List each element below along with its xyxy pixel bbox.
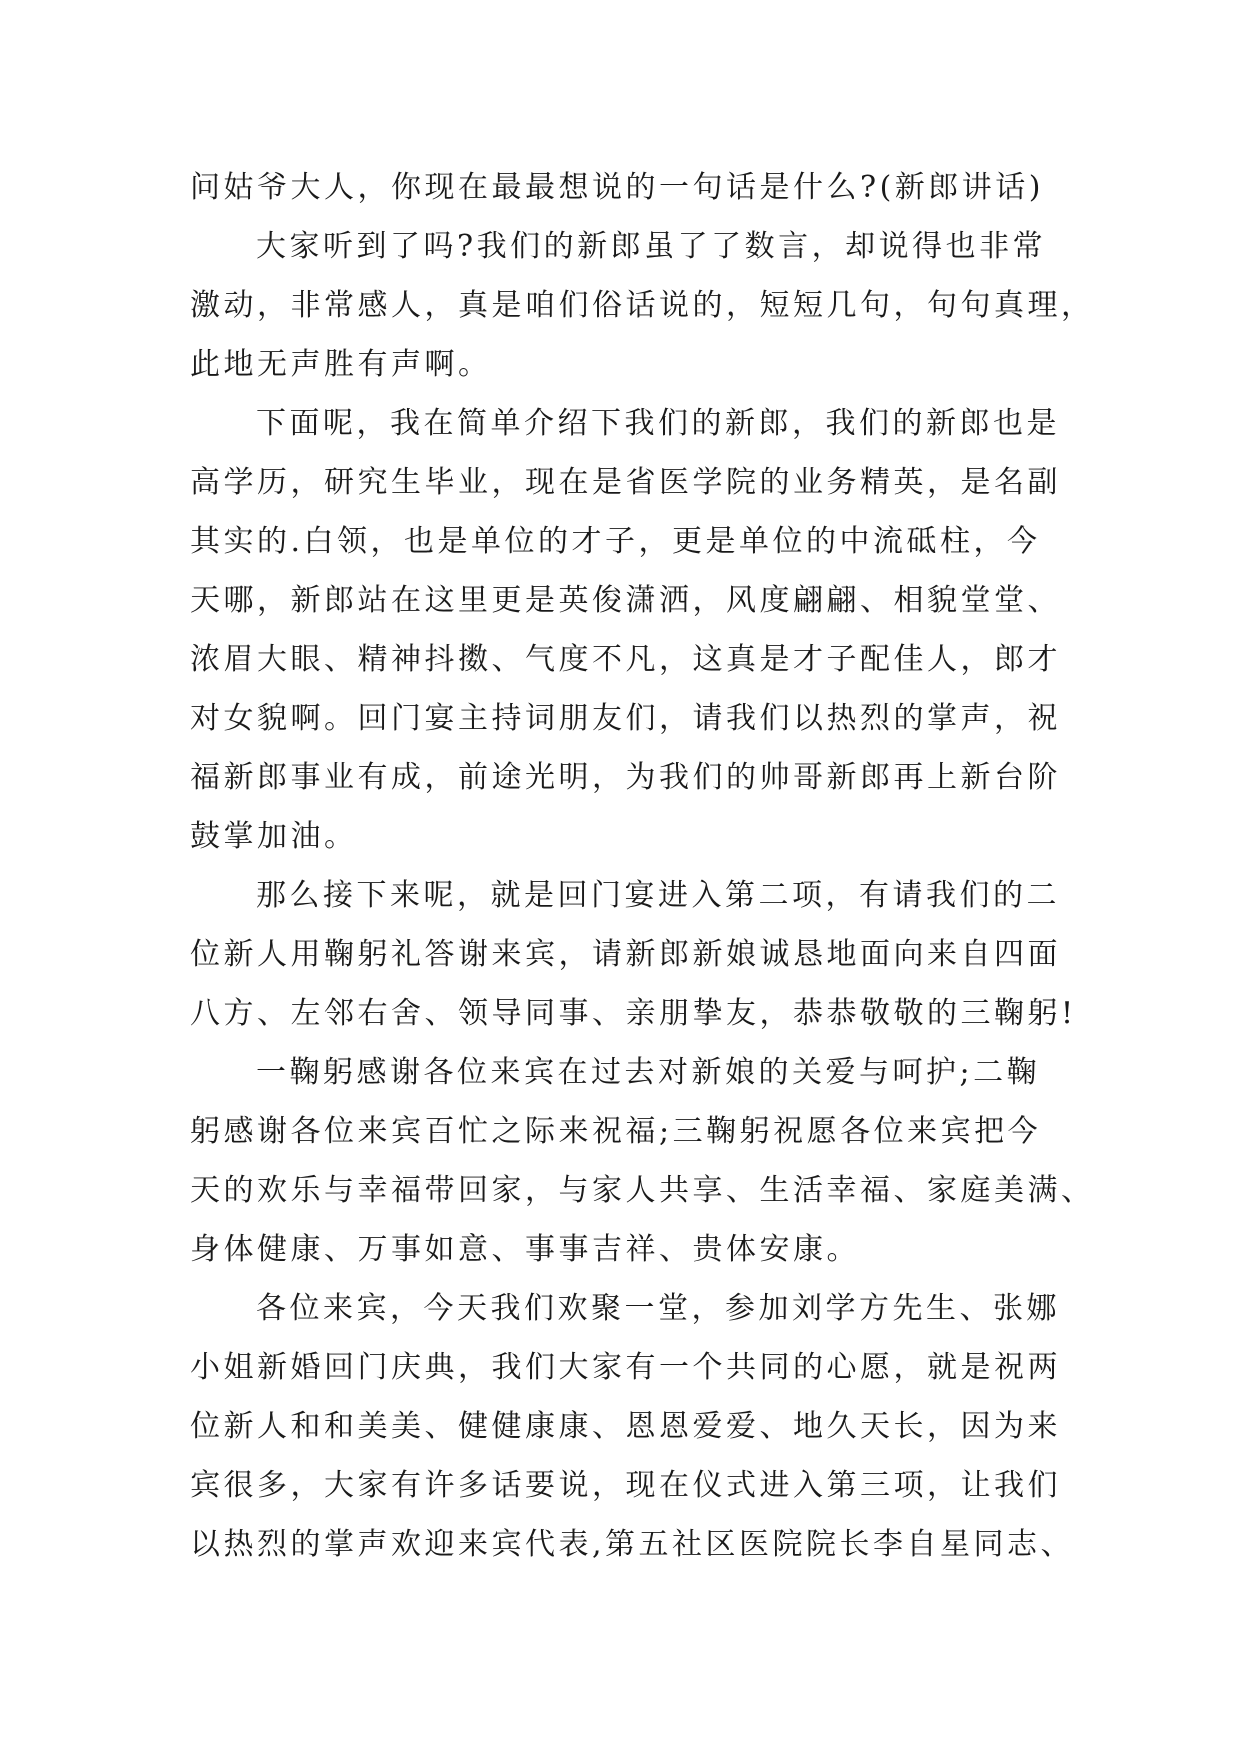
text-line: 宾很多，大家有许多话要说，现在仪式进入第三项，让我们: [190, 1468, 1061, 1503]
text-line: 对女貌啊。回门宴主持词朋友们，请我们以热烈的掌声，祝: [190, 701, 1061, 736]
text-line: 躬感谢各位来宾百忙之际来祝福;三鞠躬祝愿各位来宾把今: [190, 1114, 1042, 1149]
text-line: 天哪，新郎站在这里更是英俊潇洒，风度翩翩、相貌堂堂、: [190, 583, 1061, 618]
text-line: 那么接下来呢，就是回门宴进入第二项，有请我们的二: [256, 878, 1060, 913]
text-line: 各位来宾，今天我们欢聚一堂，参加刘学方先生、张娜: [256, 1291, 1060, 1326]
text-line: 一鞠躬感谢各位来宾在过去对新娘的关爱与呵护;二鞠: [256, 1055, 1041, 1090]
text-line: 身体健康、万事如意、事事吉祥、贵体安康。: [190, 1232, 860, 1267]
text-line: 八方、左邻右舍、领导同事、亲朋挚友，恭恭敬敬的三鞠躬!: [190, 996, 1077, 1031]
document-body: [190, 158, 1095, 1574]
text-line: 高学历，研究生毕业，现在是省医学院的业务精英，是名副: [190, 465, 1061, 500]
text-line: 鼓掌加油。: [190, 819, 358, 854]
text-line: 小姐新婚回门庆典，我们大家有一个共同的心愿，就是祝两: [190, 1350, 1061, 1385]
text-line: 其实的.白领，也是单位的才子，更是单位的中流砥柱，今: [190, 524, 1041, 559]
text-line: 下面呢，我在简单介绍下我们的新郎，我们的新郎也是: [256, 406, 1060, 441]
text-line: 福新郎事业有成，前途光明，为我们的帅哥新郎再上新台阶: [190, 760, 1061, 795]
text-line: 激动，非常感人，真是咱们俗话说的，短短几句，句句真理，: [190, 288, 1095, 323]
text-line: 问姑爷大人，你现在最最想说的一句话是什么?(新郎讲话): [190, 170, 1044, 205]
text-line: 天的欢乐与幸福带回家，与家人共享、生活幸福、家庭美满、: [190, 1173, 1095, 1208]
text-line: 位新人用鞠躬礼答谢来宾，请新郎新娘诚恳地面向来自四面: [190, 937, 1061, 972]
text-line: 以热烈的掌声欢迎来宾代表,第五社区医院院长李自星同志、: [190, 1527, 1075, 1562]
text-line: 浓眉大眼、精神抖擞、气度不凡，这真是才子配佳人，郎才: [190, 642, 1061, 677]
text-line: 位新人和和美美、健健康康、恩恩爱爱、地久天长，因为来: [190, 1409, 1061, 1444]
text-line: 此地无声胜有声啊。: [190, 347, 492, 382]
text-line: 大家听到了吗?我们的新郎虽了了数言，却说得也非常: [256, 229, 1047, 264]
